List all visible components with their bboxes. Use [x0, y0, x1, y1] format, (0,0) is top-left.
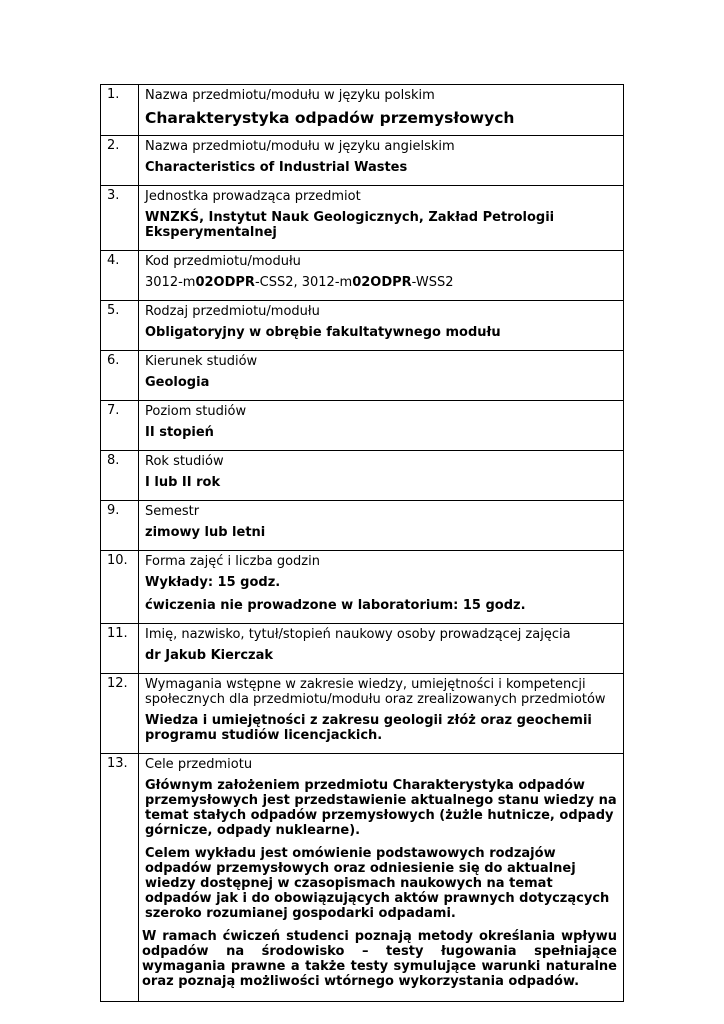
field-label: Poziom studiów: [145, 404, 247, 419]
field-label: Nazwa przedmiotu/modułu w języku angielskim: [145, 139, 455, 154]
row-content: [139, 501, 624, 551]
field-label: Semestr: [145, 504, 200, 519]
row-content: [139, 186, 624, 251]
code-part-bold: 02ODPR: [352, 275, 412, 290]
study-year: I lub II rok: [145, 475, 221, 490]
table-row: [101, 85, 624, 136]
course-code: [145, 275, 617, 290]
table-row: [101, 501, 624, 551]
field-label: Forma zajęć i liczba godzin: [145, 554, 320, 569]
row-number: 6.: [101, 351, 139, 401]
row-number: 8.: [101, 451, 139, 501]
field-label: Rok studiów: [145, 454, 224, 469]
field-label: Wymagania wstępne w zakresie wiedzy, umiejętności i kompetencji społecznych dla przedmiotu/modułu oraz zrealizowanych przedmiotów: [145, 677, 606, 707]
row-content: [139, 301, 624, 351]
row-content: [139, 451, 624, 501]
code-part: -WSS2: [411, 275, 454, 290]
table-row: [101, 551, 624, 624]
row-number: 13.: [101, 754, 139, 1002]
row-number: 7.: [101, 401, 139, 451]
table-row: [101, 301, 624, 351]
instructor: dr Jakub Kierczak: [145, 648, 274, 663]
row-number: 12.: [101, 674, 139, 754]
row-content: [139, 754, 624, 1002]
code-part: -CSS2, 3012-m: [254, 275, 353, 290]
field-label: Jednostka prowadząca przedmiot: [145, 189, 361, 204]
table-row: [101, 451, 624, 501]
row-number: 11.: [101, 624, 139, 674]
study-level: II stopień: [145, 425, 214, 440]
row-content: [139, 351, 624, 401]
code-part: 3012-m: [145, 275, 196, 290]
field-label: Nazwa przedmiotu/modułu w języku polskim: [145, 88, 435, 103]
field-of-study: Geologia: [145, 375, 210, 390]
exercise-goal-paragraph: W ramach ćwiczeń studenci poznają metody określania wpływu odpadów na środowisko – testy ługowania spełniające wymagania prawne a także testy symulujące warunki naturalne oraz poznają możliwości wtórnego wykorzystania odpadów.: [142, 929, 617, 989]
field-label: Kierunek studiów: [145, 354, 258, 369]
table-row: [101, 186, 624, 251]
table-row: [101, 136, 624, 186]
course-type: Obligatoryjny w obrębie fakultatywnego modułu: [145, 325, 501, 340]
table-row: [101, 401, 624, 451]
row-number: 3.: [101, 186, 139, 251]
code-part-bold: 02ODPR: [195, 275, 255, 290]
lecture-goal-paragraph: Celem wykładu jest omówienie podstawowych rodzajów odpadów przemysłowych oraz odniesienie się do aktualnej wiedzy dostępnej w czasopismach naukowych na temat odpadów jak i do obowiązujących aktów prawnych dotyczących szeroko rozumianej gospodarki odpadami.: [145, 846, 610, 921]
table-row: [101, 351, 624, 401]
course-name-polish: Charakterystyka odpadów przemysłowych: [145, 109, 515, 127]
row-content: [139, 251, 624, 301]
field-label: Kod przedmiotu/modułu: [145, 254, 301, 269]
prerequisites: Wiedza i umiejętności z zakresu geologii złóż oraz geochemii programu studiów licencjackich.: [145, 713, 592, 743]
row-content: [139, 674, 624, 754]
row-number: 9.: [101, 501, 139, 551]
table-row: [101, 754, 624, 1002]
row-number: 10.: [101, 551, 139, 624]
semester: zimowy lub letni: [145, 525, 266, 540]
exercise-hours: ćwiczenia nie prowadzone w laboratorium: 15 godz.: [145, 598, 526, 613]
row-content: [139, 551, 624, 624]
row-content: [139, 401, 624, 451]
row-content: [139, 136, 624, 186]
row-number: 2.: [101, 136, 139, 186]
row-number: 5.: [101, 301, 139, 351]
row-number: 4.: [101, 251, 139, 301]
course-goal-paragraph: Głównym założeniem przedmiotu Charakterystyka odpadów przemysłowych jest przedstawienie aktualnego stanu wiedzy na temat stałych odpadów przemysłowych (żużle hutnicze, odpady górnicze, odpady nuklearne).: [145, 778, 617, 838]
row-content: [139, 85, 624, 136]
teaching-unit: WNZKŚ, Instytut Nauk Geologicznych, Zakład Petrologii Eksperymentalnej: [145, 210, 555, 240]
field-label: Rodzaj przedmiotu/modułu: [145, 304, 320, 319]
table-row: [101, 674, 624, 754]
table-row: [101, 251, 624, 301]
row-number: 1.: [101, 85, 139, 136]
field-label: Imię, nazwisko, tytuł/stopień naukowy osoby prowadzącej zajęcia: [145, 627, 571, 642]
course-name-english: Characteristics of Industrial Wastes: [145, 160, 408, 175]
syllabus-table: [100, 84, 624, 1002]
table-row: [101, 624, 624, 674]
field-label: Cele przedmiotu: [145, 757, 253, 772]
row-content: [139, 624, 624, 674]
lecture-hours: Wykłady: 15 godz.: [145, 575, 281, 590]
